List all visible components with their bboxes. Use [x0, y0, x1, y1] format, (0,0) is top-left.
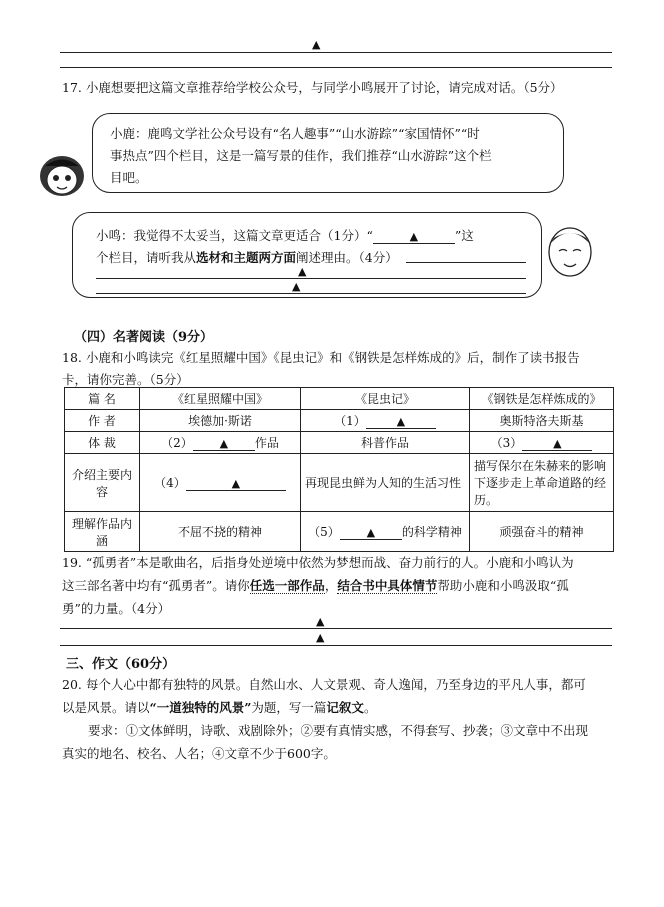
table-row — [65, 512, 614, 552]
answer-blank[interactable]: ▲ — [193, 438, 255, 451]
table-cell: 埃德加·斯诺 — [140, 410, 301, 432]
answer-blank[interactable]: ▲ — [366, 416, 436, 429]
q19-text: ， — [324, 578, 338, 593]
bubble2-text: ”这 — [454, 228, 474, 243]
q19-prompt: 19. “孤勇者”本是歌曲名，后指身处逆境中依然为梦想而战、奋力前行的人。小鹿和小鸣认为 — [62, 555, 574, 570]
table-row — [65, 454, 614, 512]
bubble1-line: 目吧。 — [110, 170, 148, 185]
table-cell: 《钢铁是怎样炼成的》 — [470, 388, 614, 410]
q20-text: 为题，写一篇 — [251, 700, 327, 715]
blank-label: （3） — [490, 436, 523, 450]
blank-label: （1） — [334, 414, 366, 428]
answer-blank[interactable]: ▲ — [373, 231, 455, 244]
table-row — [65, 388, 614, 410]
table-cell: 理解作品内涵 — [65, 512, 140, 552]
table-cell — [470, 432, 614, 454]
answer-line[interactable] — [60, 628, 612, 629]
answer-blank[interactable]: ▲ — [186, 478, 286, 491]
table-cell: 顽强奋斗的精神 — [470, 512, 614, 552]
table-cell: 体 裁 — [65, 432, 140, 454]
q20-requirements: 真实的地名、校名、人名；④文章不少于600字。 — [62, 746, 336, 761]
answer-marker: ▲ — [316, 615, 325, 628]
answer-marker: ▲ — [312, 38, 321, 51]
girl-avatar-icon — [36, 150, 88, 200]
q20-text: 。 — [363, 700, 377, 715]
boy-avatar-icon — [544, 222, 596, 280]
table-cell — [140, 432, 301, 454]
blank-suffix: 作品 — [254, 436, 279, 450]
q19-prompt: 勇”的力量。（4分） — [62, 601, 171, 616]
answer-marker: ▲ — [298, 265, 307, 278]
q20-requirements: 要求：①文体鲜明，诗歌、戏剧除外；②要有真情实感，不得套写、抄袭；③文章中不出现 — [88, 723, 589, 738]
bubble1-line: 事热点”四个栏目，这是一篇写景的佳作，我们推荐“山水游踪”这个栏 — [110, 148, 492, 163]
table-cell: 篇 名 — [65, 388, 140, 410]
q17-prompt: 17. 小鹿想要把这篇文章推荐给学校公众号，与同学小鸣展开了讨论，请完成对话。（5分） — [62, 80, 563, 95]
answer-line[interactable] — [96, 293, 526, 294]
q19-text: 帮助小鹿和小鸣汲取“孤 — [437, 578, 569, 593]
table-cell: 描写保尔在朱赫来的影响下逐步走上革命道路的经历。 — [470, 454, 614, 512]
q20-text: 以是风景。请以 — [62, 700, 150, 715]
table-cell: 不屈不挠的精神 — [140, 512, 301, 552]
q19-emphasis: 任选一部作品 — [249, 578, 325, 593]
q19-emphasis: 结合书中具体情节 — [337, 578, 438, 593]
table-cell: 《昆虫记》 — [301, 388, 470, 410]
table-cell: 介绍主要内容 — [65, 454, 140, 512]
bubble2-line — [96, 248, 398, 266]
blank-label: （4） — [154, 476, 186, 490]
table-cell — [140, 454, 301, 512]
q20-prompt: 20. 每个人心中都有独特的风景。自然山水、人文景观、奇人逸闻，乃至身边的平凡人事，都可 — [62, 677, 586, 692]
q18-prompt: 卡，请你完善。（5分） — [62, 372, 189, 387]
bubble2-text: 个栏目，请听我从 — [96, 250, 197, 265]
bubble2-text: 小鸣：我觉得不太妥当，这篇文章更适合（1分）“ — [96, 228, 373, 243]
table-row — [65, 410, 614, 432]
bubble2-line — [96, 226, 474, 244]
blank-label: （2） — [161, 436, 193, 450]
q18-prompt: 18. 小鹿和小鸣读完《红星照耀中国》《昆虫记》和《钢铁是怎样炼成的》后，制作了读书报告 — [62, 350, 580, 365]
table-cell — [301, 512, 470, 552]
bubble2-text: 阐述理由。（4分） — [296, 250, 398, 265]
answer-marker: ▲ — [292, 280, 301, 293]
q19-prompt — [62, 576, 569, 594]
blank-label: （5） — [308, 525, 340, 539]
answer-line[interactable] — [96, 278, 526, 279]
table-cell: 奥斯特洛夫斯基 — [470, 410, 614, 432]
table-cell: 《红星照耀中国》 — [140, 388, 301, 410]
q20-prompt — [62, 698, 376, 716]
table-cell: 作 者 — [65, 410, 140, 432]
reading-report-table — [64, 387, 614, 552]
q20-emphasis: 记叙文 — [326, 700, 364, 715]
blank-suffix: 的科学精神 — [401, 525, 462, 539]
section4-title: （四）名著阅读（9分） — [74, 330, 214, 345]
answer-line[interactable] — [60, 645, 612, 646]
table-row — [65, 432, 614, 454]
answer-line — [60, 67, 612, 68]
section3-title: 三、作文（60分） — [66, 657, 176, 672]
q20-emphasis: “一道独特的风景” — [149, 700, 252, 715]
table-cell: 科普作品 — [301, 432, 470, 454]
q19-text: 这三部名著中均有“孤勇者”。请你 — [62, 578, 250, 593]
answer-blank[interactable]: ▲ — [522, 438, 592, 451]
answer-blank[interactable]: ▲ — [340, 527, 402, 540]
answer-line — [60, 52, 612, 53]
answer-line[interactable] — [406, 262, 526, 263]
table-cell: 再现昆虫鲜为人知的生活习性 — [301, 454, 470, 512]
answer-marker: ▲ — [316, 631, 325, 644]
bubble1-line: 小鹿：鹿鸣文学社公众号设有“名人趣事”“山水游踪”“家国情怀”“时 — [110, 126, 480, 141]
table-cell — [301, 410, 470, 432]
bubble2-emphasis: 选材和主题两方面 — [196, 250, 297, 265]
